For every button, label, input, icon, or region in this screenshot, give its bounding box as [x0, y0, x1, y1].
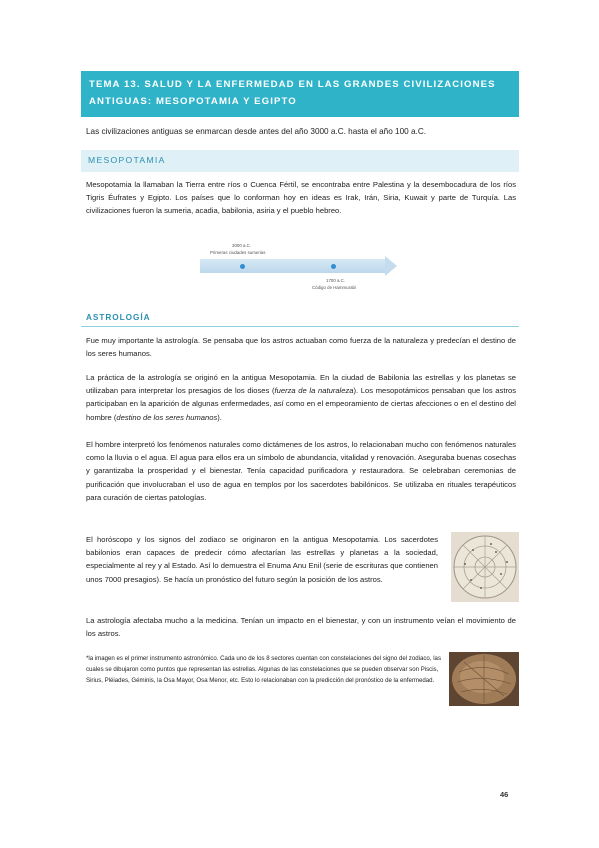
chapter-title-line-2: ANTIGUAS: MESOPOTAMIA Y EGIPTO	[89, 96, 297, 107]
chapter-title-banner	[81, 71, 519, 117]
astrologia-paragraph-1: Fue muy importante la astrología. Se pensaba que los astros actuaban como fuerza de la naturaleza y predecían el destino de los seres humanos.	[86, 336, 516, 359]
section-heading-mesopotamia: MESOPOTAMIA	[81, 150, 519, 172]
image-footnote: *la imagen es el primer instrumento astronómico. Cada uno de los 8 sectores cuentan con constelaciones del signo del zodiaco, las cuales se dibujaron como puntos que representan las estrellas. Algunas de las constelaciones que se pueden observar son Piscis, Sirius, Pléiades, Géminis, la Osa Mayor, Osa Menor, etc. Esto lo relacionaban con la predicción del pronóstico de la enfermedad.	[86, 655, 441, 685]
p2-emphasis-2: destino de los seres humanos	[116, 412, 218, 422]
timeline-event-1-text: Primeras ciudades sumerias	[210, 250, 266, 255]
timeline-graphic	[200, 239, 400, 296]
timeline-dot-1	[240, 264, 245, 269]
section-heading-astrologia: ASTROLOGÍA	[86, 313, 151, 322]
p2-text-b: ). Los mesopotámicos pensaban que los astros participaban en la aparición de algunas enfermedades, así como en el empeoramiento de ciertas afecciones o en el destino del hombre (	[86, 386, 516, 422]
p2-emphasis-1: fuerza de la naturaleza	[274, 386, 354, 396]
timeline-band	[200, 259, 385, 273]
intro-sentence: Las civilizaciones antiguas se enmarcan desde antes del año 3000 a.C. hasta el año 100 a.C.	[86, 127, 427, 136]
p2-text-a: La práctica de la astrología se originó en la antigua Mesopotamia. En la ciudad de Babilonia las estrellas y los planetas se utilizaban para interpretar los presagios de los dioses (	[86, 373, 516, 396]
page-number: 46	[500, 790, 509, 799]
zodiac-tablet-image	[451, 532, 519, 602]
astrologia-paragraph-2	[86, 371, 516, 424]
astrologia-paragraph-5: La astrología afectaba mucho a la medicina. Tenían un impacto en el bienestar, y con un instrumento veían el movimiento de los astros.	[86, 616, 516, 639]
astronomical-instrument-image	[449, 652, 519, 706]
timeline-event-2-text: Código de Hammurabi	[312, 285, 356, 290]
section-divider	[81, 326, 519, 327]
mesopotamia-paragraph: Mesopotamia la llamaban la Tierra entre ríos o Cuenca Fértil, se encontraba entre Palestina y la desembocadura de los ríos Tigris Éufrates y Egipto. Los países que lo conforman hoy en ideas es Irak, Irán, Siria, Kuwait y parte de Turquía. Las civilizaciones fueron la sumeria, acadia, babilonia, asiria y el pueblo hebreo.	[86, 180, 516, 216]
timeline-event-1-date: 3000 a.C.	[232, 243, 252, 248]
p2-text-c: ).	[217, 412, 222, 422]
timeline-arrow-head	[385, 256, 397, 276]
chapter-title-line-1: TEMA 13. SALUD Y LA ENFERMEDAD EN LAS GRANDES CIVILIZACIONES	[89, 79, 496, 90]
astrologia-paragraph-3: El hombre interpretó los fenómenos naturales como dictámenes de los astros, lo relacionaban mucho con fenómenos naturales como la lluvia o el agua. El agua para ellos era un símbolo de abundancia, vitalidad y renovación. Aseguraba buenas cosechas y garantizaba la prosperidad y el bienestar. Tenía capacidad purificadora y restauradora. Se celebraban ceremonias de purificación que involucraban el uso de agua en templos por los sacerdotes babilónicos. Se utilizaba en rituales terapéuticos para curación de ciertas patologías.	[86, 440, 516, 502]
timeline-event-2-date: 1700 a.C.	[326, 278, 346, 283]
timeline-dot-2	[331, 264, 336, 269]
astrologia-paragraph-4: El horóscopo y los signos del zodiaco se originaron en la antigua Mesopotamia. Los sacerdotes babilonios eran capaces de predecir cómo afectarían las estrellas y planetas a la sociedad, especialmente al rey y al Estado. Así lo demuestra el Enuma Anu Enil (serie de escrituras que contienen unos 7000 presagios). Se hacía un pronóstico del futuro según la posición de los astros.	[86, 535, 438, 584]
